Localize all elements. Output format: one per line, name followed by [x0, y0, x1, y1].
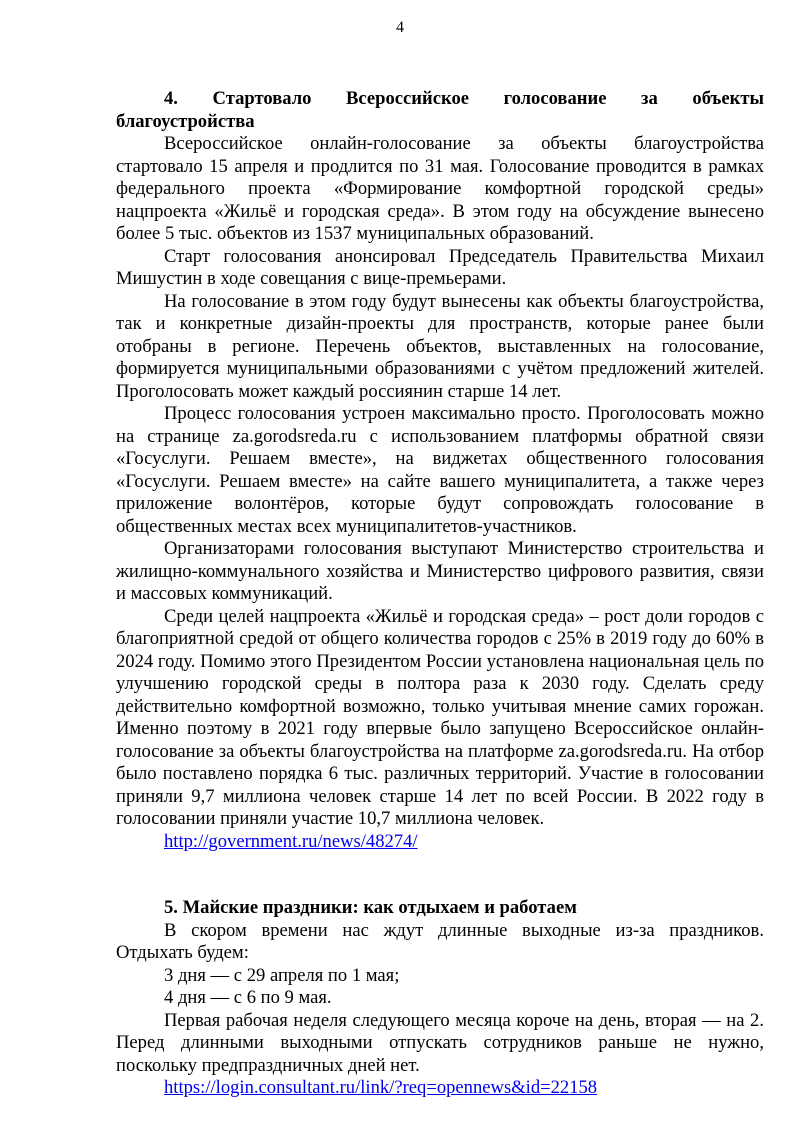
section4-heading-line2: благоустройства [116, 110, 255, 132]
section4-link-line [116, 831, 764, 854]
section5-list-item-2: 4 дня — с 6 по 9 мая. [164, 987, 332, 1008]
page-content [116, 88, 764, 1100]
section4-paragraph-5: Организаторами голосования выступают Министерство строительства и жилищно-коммунального хозяйства и Министерство цифрового развития, связи и массовых коммуникаций. [116, 538, 764, 604]
section4-paragraph-6: Среди целей нацпроекта «Жильё и городская среда» – рост доли городов с благоприятной средой от общего количества городов с 25% в 2019 году до 60% в 2024 году. Помимо этого Президентом России установлена национальная цель по улучшению городской среды в полтора раза к 2030 году. Сделать среду действительно комфортной возможно, только учитывая мнение самих горожан. Именно поэтому в 2021 году впервые было запущено Всероссийское онлайн-голосование за объекты благоустройства на платформе za.gorodsreda.ru. На отбор было поставлено порядка 6 тыс. различных территорий. Участие в голосовании приняли 9,7 миллиона человек старше 14 лет по всей России. В 2022 году в голосовании приняли участие 10,7 миллиона человек. [116, 605, 764, 829]
section-gap [116, 853, 764, 875]
section5-intro: В скором времени нас ждут длинные выходные из-за праздников. Отдыхать будем: [116, 919, 764, 963]
section5-paragraph: Первая рабочая неделя следующего месяца короче на день, вторая — на 2. Перед длинными выходными отпускать сотрудников раньше не нужно, поскольку предпраздничных дней нет. [116, 1009, 764, 1076]
section-gap [116, 875, 764, 897]
section5-source-link[interactable]: https://login.consultant.ru/link/?req=opennews&id=22158 [164, 1077, 598, 1098]
section4-paragraph-4: Процесс голосования устроен максимально просто. Проголосовать можно на странице za.gorodsreda.ru с использованием платформы обратной связи «Госуслуги. Решаем вместе», на виджетах общественного голосования «Госуслуги. Решаем вместе» на сайте вашего муниципалитета, а также через приложение волонтёров, которые будут сопровождать голосование в общественных местах всех муниципалитетов-участников. [116, 403, 764, 537]
section5-list-item-1: 3 дня — с 29 апреля по 1 мая; [164, 964, 400, 986]
section4-paragraph-1: Всероссийское онлайн-голосование за объекты благоустройства стартовало 15 апреля и продлится по 31 мая. Голосование проводится в рамках федерального проекта «Формирование комфортной городской среды» нацпроекта «Жильё и городская среда». В этом году на обсуждение вынесено более 5 тыс. объектов из 1537 муниципальных образований. [116, 133, 764, 244]
section4-heading-line1: 4. Стартовало Всероссийское голосование за объекты [164, 88, 764, 109]
page-number: 4 [396, 19, 404, 36]
section4-source-link[interactable]: http://government.ru/news/48274/ [164, 830, 418, 852]
section5-link-line [116, 1077, 764, 1100]
section4-paragraph-2: Старт голосования анонсировал Председатель Правительства Михаил Мишустин в ходе совещания с вице-премьерами. [116, 245, 764, 289]
section4-paragraph-3: На голосование в этом году будут вынесены как объекты благоустройства, так и конкретные дизайн-проекты для пространств, которые ранее были отобраны в регионе. Перечень объектов, выставленных на голосование, формируется муниципальными образованиями с учётом предложений жителей. Проголосовать может каждый россиянин старше 14 лет. [116, 290, 764, 402]
section5-heading: 5. Майские праздники: как отдыхаем и работаем [164, 897, 577, 918]
